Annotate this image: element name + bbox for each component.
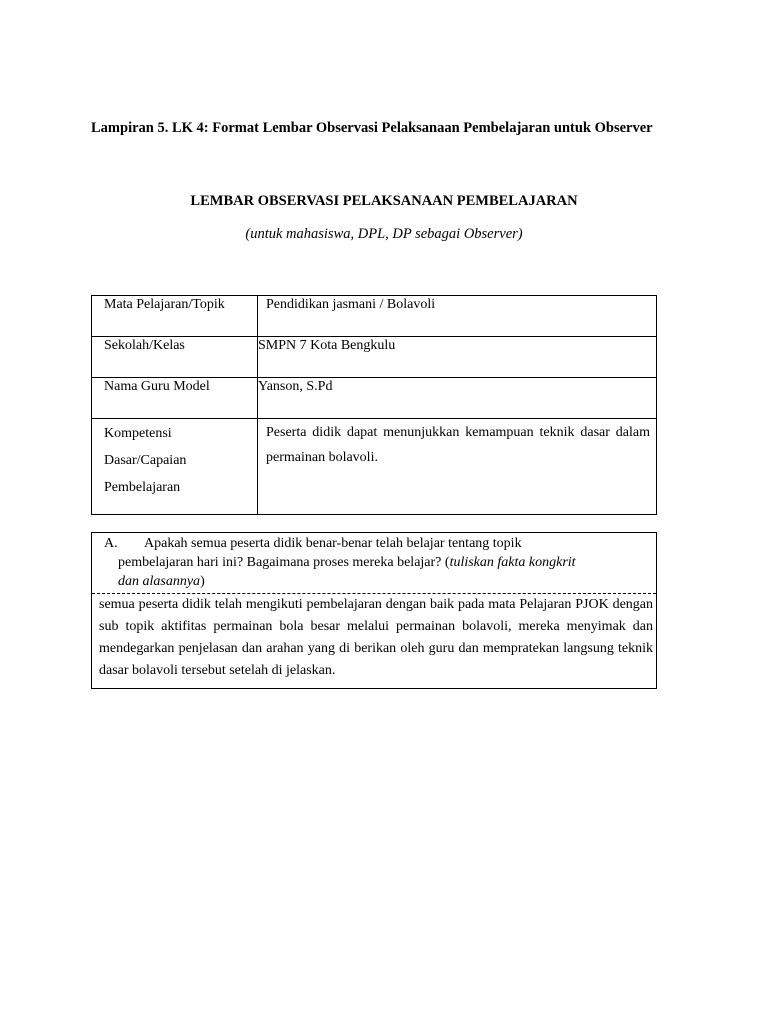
subject-label: Mata Pelajaran/Topik	[92, 296, 258, 337]
question-text: )	[200, 574, 205, 589]
document-title: LEMBAR OBSERVASI PELAKSANAAN PEMBELAJARAN	[190, 193, 578, 209]
subject-value: Pendidikan jasmani / Bolavoli	[258, 296, 657, 337]
school-class-label: Sekolah/Kelas	[92, 337, 258, 378]
school-class-value: SMPN 7 Kota Bengkulu	[258, 337, 657, 378]
observation-question	[104, 534, 624, 591]
competency-label-line: Pembelajaran	[104, 480, 181, 495]
table-row	[92, 419, 657, 515]
question-text: Apakah semua peserta didik benar-benar telah belajar tentang topik	[144, 536, 522, 551]
question-italic-text: tuliskan fakta kongkrit	[449, 555, 576, 570]
question-line	[104, 534, 624, 553]
table-row	[92, 296, 657, 337]
observation-answer: semua peserta didik telah mengikuti pembelajaran dengan baik pada mata Pelajaran PJOK dengan sub topik aktifitas permainan bola besar melalui permainan bolavoli, mereka menyimak dan mendegarkan penjelasan dan arahan yang di berikan oleh guru dan mempratekan langsung teknik dasar bolavoli tersebut setelah di jelaskan.	[99, 597, 653, 678]
competency-label-line: Kompetensi	[104, 426, 172, 441]
competency-value: Peserta didik dapat menunjukkan kemampuan teknik dasar dalam permainan bolavoli.	[258, 419, 657, 515]
table-row	[92, 337, 657, 378]
question-line	[104, 553, 624, 572]
competency-label-line: Dasar/Capaian	[104, 453, 187, 468]
observation-box	[91, 532, 657, 689]
question-italic-text: dan alasannya	[118, 574, 201, 589]
teacher-name-label: Nama Guru Model	[92, 378, 258, 419]
question-line	[104, 572, 624, 591]
competency-label	[92, 419, 258, 515]
question-number: A.	[104, 536, 118, 551]
table-row	[92, 378, 657, 419]
teacher-name-value: Yanson, S.Pd	[258, 378, 657, 419]
document-subtitle: (untuk mahasiswa, DPL, DP sebagai Observer)	[245, 226, 523, 242]
info-table	[91, 295, 657, 515]
question-text: pembelajaran hari ini? Bagaimana proses mereka belajar? (	[118, 555, 450, 570]
appendix-heading: Lampiran 5. LK 4: Format Lembar Observasi Pelaksanaan Pembelajaran untuk Observer	[91, 120, 653, 136]
